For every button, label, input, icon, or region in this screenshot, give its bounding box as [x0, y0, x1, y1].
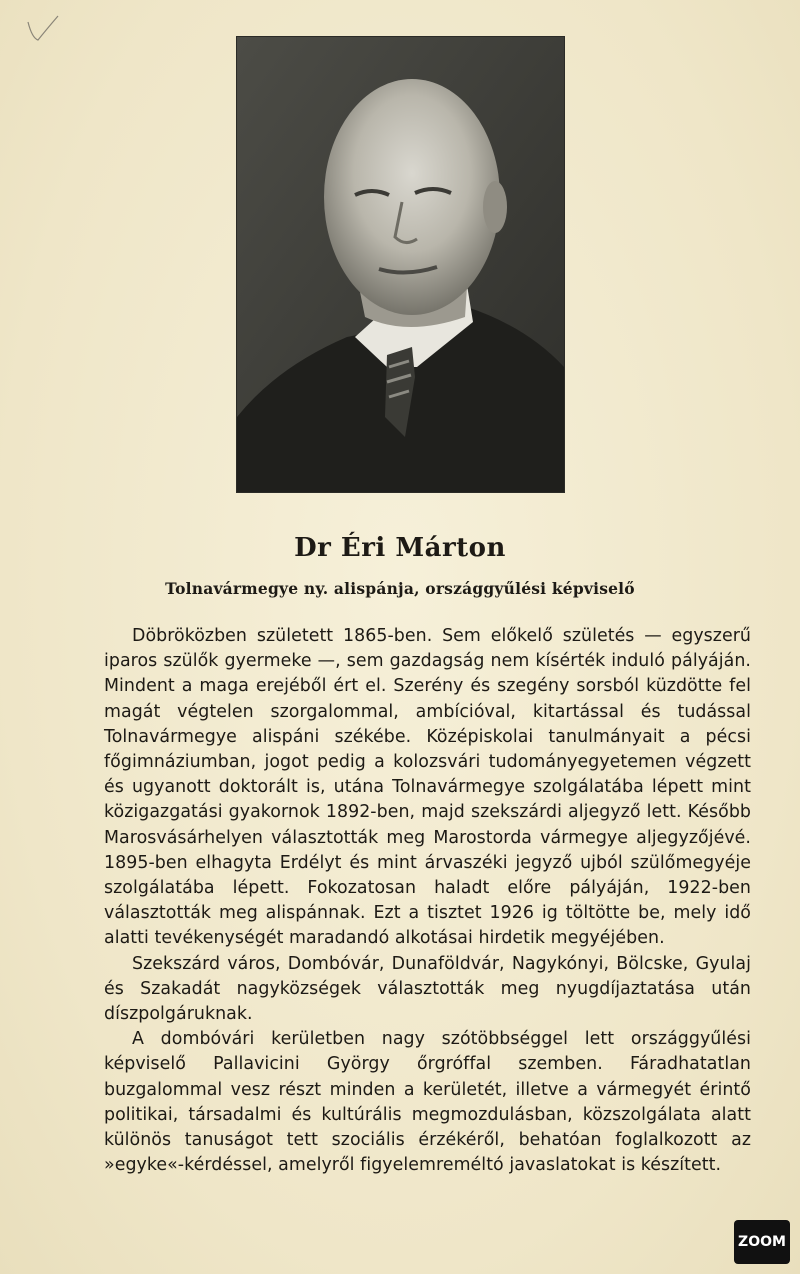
zoom-watermark: [734, 1220, 790, 1264]
pencil-checkmark: [24, 12, 62, 42]
paragraph: A dombóvári kerületben nagy szótöbbséggel lett országgyűlési képviselő Pallavicini György őrgróffal szemben. Fáradhatatlan buzgalommal vesz részt minden a kerületét, illetve a vármegyét érintő politikai, társadalmi és kultúrális megmozdulásban, közszolgálata alatt különös tanuságot tett szociális érzékéről, behatóan foglalkozott az »egyke«-kérdéssel, amelyről figyelemreméltó javaslatokat is készített.: [104, 1029, 751, 1176]
page-title: Dr Éri Márton: [294, 533, 506, 563]
watermark-text: ZOOM: [738, 1234, 786, 1250]
biography-body: [104, 624, 751, 1178]
page-subtitle: Tolnavármegye ny. alispánja, országgyűlési képviselő: [165, 579, 635, 598]
paragraph: Döbröközben született 1865-ben. Sem előkelő születés — egyszerű iparos szülők gyermeke —, sem gazdagság nem kísérték induló pályáján. Mindent a maga erejéből ért el. Szerény és szegény sorsból küzdötte fel magát végtelen szorgalommal, ambícióval, kitartással és tudással Tolnavármegye alispáni székébe. Középiskolai tanulmányait a pécsi főgimnáziumban, jogot pedig a kolozsvári tudományegyetemen végzett és ugyanott doktorált is, utána Tolnavármegye szolgálatába lépett mint közigazgatási gyakornok 1892-ben, majd szekszárdi aljegyző lett. Később Marosvásárhelyen választották meg Marostorda vármegye aljegyzőjévé. 1895-ben elhagyta Erdélyt és mint árvaszéki jegyző ujból szülőmegyéje szolgálatába lépett. Fokozatosan haladt előre pályáján, 1922-ben választották meg alispánnak. Ezt a tisztet 1926 ig töltötte be, mely idő alatti tevékenységét maradandó alkotásai hirdetik megyéjében.: [104, 626, 751, 949]
portrait-photo: [237, 37, 564, 492]
paragraph: Szekszárd város, Dombóvár, Dunaföldvár, Nagykónyi, Bölcske, Gyulaj és Szakadát nagyközségek választották meg nyugdíjaztatása után díszpolgáruknak.: [104, 953, 751, 1025]
